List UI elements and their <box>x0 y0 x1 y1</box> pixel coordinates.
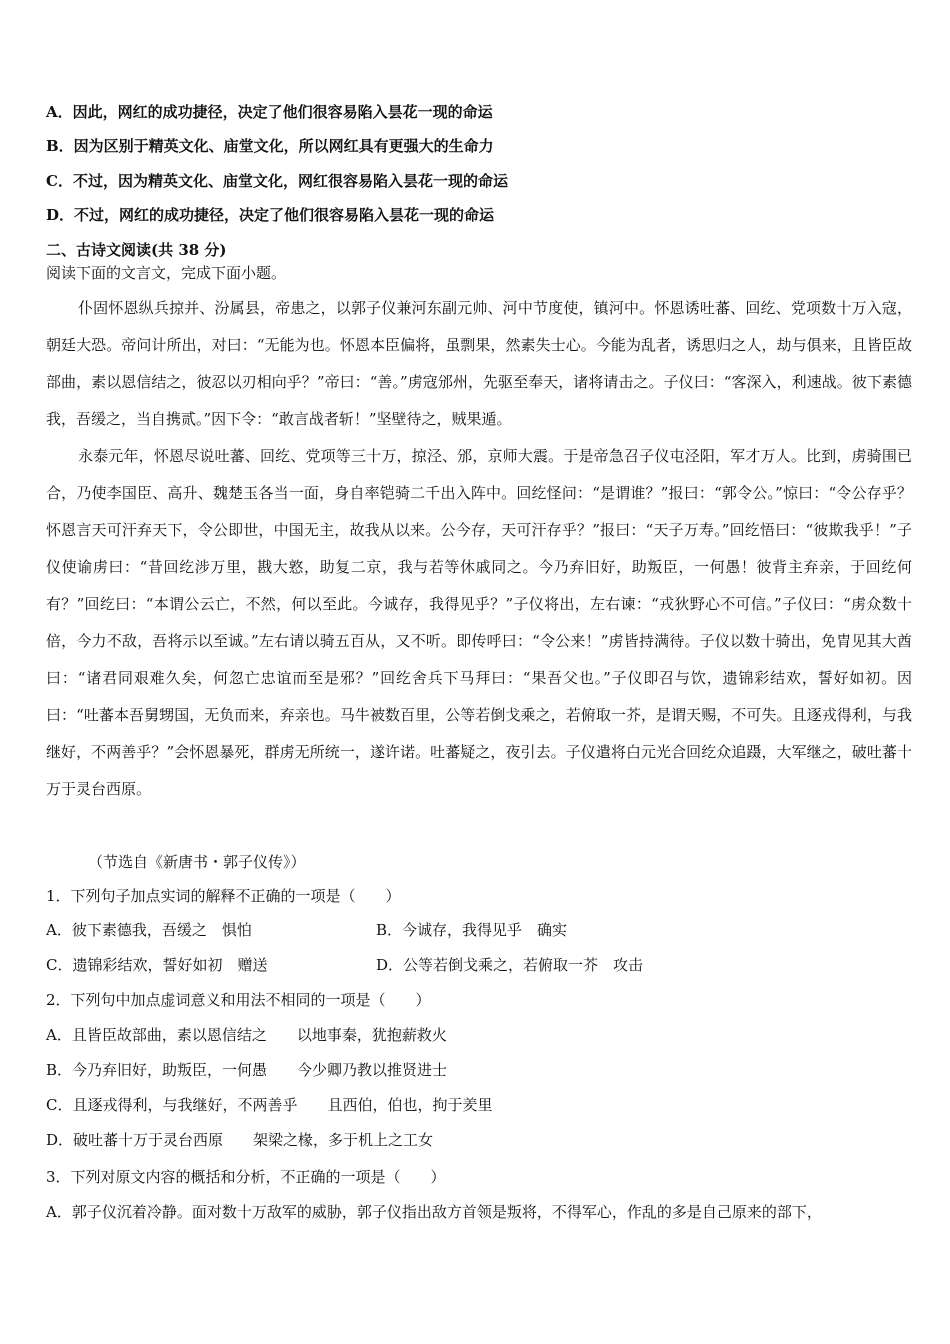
question-2-option-d <box>46 1129 433 1151</box>
question-2-option-b-compare: 今少卿乃教以推贤进士 <box>297 1061 448 1079</box>
question-2-option-a <box>46 1024 447 1046</box>
question-3-option-a: A．郭子仪沉着冷静。面对数十万敌军的威胁，郭子仪指出敌方首领是叛将，不得军心，作乱的多是自己原来的部下， <box>46 1203 822 1221</box>
section-title: 二、古诗文阅读(共 38 分) <box>46 241 227 259</box>
passage-paragraph-2: 永泰元年，怀恩尽说吐蕃、回纥、党项等三十万，掠泾、邠，京师大震。于是帝急召子仪屯泾阳，军才万人。比到，虏骑围已合，乃使李国臣、高升、魏楚玉各当一面，身自率铠骑二千出入阵中。回纥怪问：“是谓谁？”报曰：“郭令公。”惊曰：“令公存乎？怀恩言天可汗弃天下，令公即世，中国无主，故我从以来。公今存，天可汗存乎？”报曰：“天子万寿。”回纥悟曰：“彼欺我乎！”子仪使谕虏曰：“昔回纥涉万里，戡大憝，助复二京，我与若等休戚同之。今乃弃旧好，助叛臣，一何愚！彼背主弃亲，于回纥何有？”回纥曰：“本谓公云亡，不然，何以至此。今诚存，我得见乎？”子仪将出，左右谏：“戎狄野心不可信。”子仪曰：“虏众数十倍，今力不敌，吾将示以至诚。”左右请以骑五百从，又不听。即传呼曰：“令公来！”虏皆持满待。子仪以数十骑出，免胄见其大酋曰：“诸君同艰难久矣，何忽亡忠谊而至是邪？”回纥舍兵下马拜曰：“果吾父也。”子仪即召与饮，遗锦彩结欢，誓好如初。因曰：“吐蕃本吾舅甥国，无负而来，弃亲也。马牛被数百里，公等若倒戈乘之，若俯取一芥，是谓天赐，不可失。且逐戎得利，与我继好，不两善乎？”会怀恩暴死，群虏无所统一，遂许诺。吐蕃疑之，夜引去。子仪遣将白元光合回纥众追蹑，大军继之，破吐蕃十万于灵台西原。 <box>46 447 912 798</box>
prev-option-c: C．不过，因为精英文化、庙堂文化，网红很容易陷入昙花一现的命运 <box>46 172 508 190</box>
question-1-option-b: B．今诚存，我得见乎 确实 <box>376 921 568 939</box>
prev-option-d: D．不过，网红的成功捷径，决定了他们很容易陷入昙花一现的命运 <box>46 206 495 224</box>
question-1-option-a: A．彼下素德我，吾缓之 惧怕 <box>46 921 252 939</box>
passage-paragraph-1: 仆固怀恩纵兵掠并、汾属县，帝患之，以郭子仪兼河东副元帅、河中节度使，镇河中。怀恩诱吐蕃、回纥、党项数十万入寇，朝廷大恐。帝问计所出，对曰：“无能为也。怀恩本臣偏将，虽剽果，然素失士心。今能为乱者，诱思归之人，劫与俱来，且皆臣故部曲，素以恩信结之，彼忍以刃相向乎？”帝曰：“善。”虏寇邠州，先驱至奉天，诸将请击之。子仪曰：“客深入，利速战。彼下素德我，吾缓之，当自携贰。”因下令：“敢言战者斩！”坚壁待之，贼果遁。 <box>46 299 912 428</box>
question-2-option-d-compare: 架梁之椽，多于机上之工女 <box>253 1131 434 1149</box>
question-1-stem: 1．下列句子加点实词的解释不正确的一项是（ ） <box>46 887 401 905</box>
question-2-option-c-text: C．且逐戎得利，与我继好，不两善乎 <box>46 1096 298 1114</box>
question-1-option-c: C．遗锦彩结欢，誓好如初 赠送 <box>46 956 268 974</box>
instruction: 阅读下面的文言文，完成下面小题。 <box>46 264 287 282</box>
prev-option-a: A．因此，网红的成功捷径，决定了他们很容易陷入昙花一现的命运 <box>46 103 493 121</box>
question-2-option-d-text: D．破吐蕃十万于灵台西原 <box>46 1131 224 1149</box>
question-2-option-a-text: A．且皆臣故部曲，素以恩信结之 <box>46 1026 267 1044</box>
question-2-option-a-compare: 以地事秦，犹抱薪救火 <box>296 1026 447 1044</box>
passage-source: （节选自《新唐书・郭子仪传》） <box>88 853 306 871</box>
question-2-option-c-compare: 且西伯，伯也，拘于羑里 <box>327 1096 493 1114</box>
question-2-option-b <box>46 1059 447 1081</box>
question-1-option-d: D．公等若倒戈乘之，若俯取一芥 攻击 <box>376 956 644 974</box>
prev-option-b: B．因为区别于精英文化、庙堂文化，所以网红具有更强大的生命力 <box>46 137 494 155</box>
question-3-stem: 3．下列对原文内容的概括和分析，不正确的一项是（ ） <box>46 1168 446 1186</box>
question-2-option-c <box>46 1094 493 1116</box>
question-2-stem: 2．下列句中加点虚词意义和用法不相同的一项是（ ） <box>46 991 431 1009</box>
question-2-option-b-text: B．今乃弃旧好，助叛臣，一何愚 <box>46 1061 268 1079</box>
